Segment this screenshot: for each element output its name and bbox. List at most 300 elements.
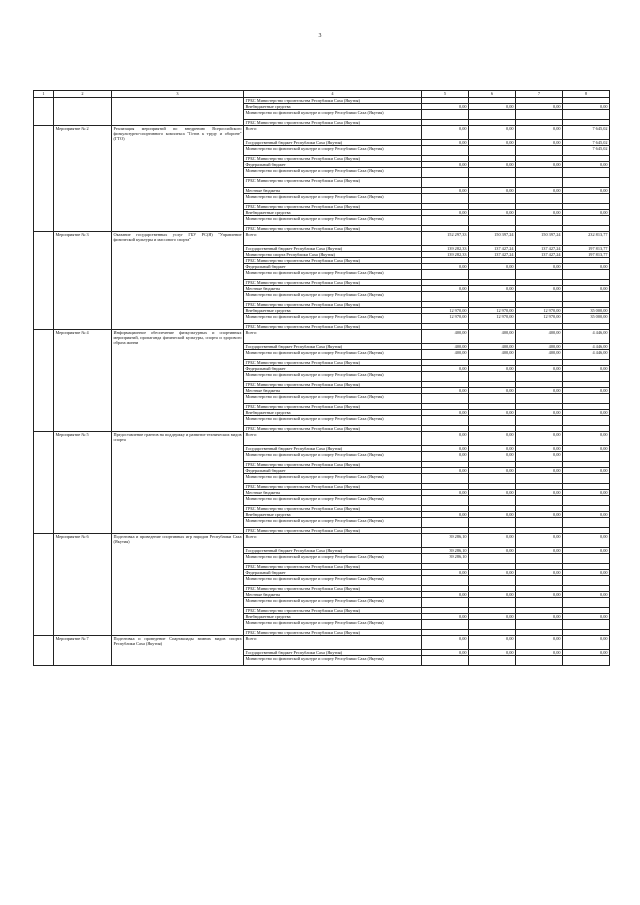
amount-cell: 400,00 — [516, 344, 563, 350]
amount-cell — [469, 496, 516, 506]
row-number-cell — [34, 98, 54, 126]
funding-source-cell: ГРБС Министерство строительства Республики Саха (Якутия) — [244, 280, 422, 286]
funding-source-cell: Министерство по физической культуре и спорту Республики Саха (Якутия) — [244, 656, 422, 666]
amount-cell — [516, 146, 563, 156]
amount-cell: 0,00 — [516, 452, 563, 462]
row-number-cell — [34, 534, 54, 636]
funding-source-cell: Федеральный бюджет — [244, 162, 422, 168]
amount-cell: 0,00 — [422, 410, 469, 416]
page-number: 3 — [318, 33, 322, 39]
column-header: 2 — [54, 91, 112, 98]
amount-cell: 400,00 — [422, 330, 469, 344]
amount-cell — [563, 178, 610, 188]
amount-cell — [422, 110, 469, 120]
funding-source-cell: Внебюджетные средства — [244, 614, 422, 620]
amount-cell — [469, 168, 516, 178]
event-number-cell: Мероприятие № 3 — [54, 232, 112, 330]
column-header: 4 — [244, 91, 422, 98]
event-title-cell — [112, 98, 244, 126]
amount-cell — [422, 474, 469, 484]
amount-cell: 0,00 — [469, 548, 516, 554]
amount-cell — [422, 178, 469, 188]
amount-cell: 0,00 — [516, 446, 563, 452]
amount-cell: 197 813,77 — [563, 252, 610, 258]
amount-cell: 0,00 — [563, 286, 610, 292]
column-header: 5 — [422, 91, 469, 98]
amount-cell — [469, 194, 516, 204]
amount-cell — [516, 292, 563, 302]
amount-cell: 197 813,77 — [563, 246, 610, 252]
amount-cell — [422, 292, 469, 302]
amount-cell: 0,00 — [469, 468, 516, 474]
funding-source-cell: ГРБС Министерство строительства Республики Саха (Якутия) — [244, 528, 422, 534]
funding-source-cell: Государственный бюджет Республики Саха (Якутия) — [244, 140, 422, 146]
amount-cell: 0,00 — [563, 188, 610, 194]
funding-source-cell: Министерство по физической культуре и спорту Республики Саха (Якутия) — [244, 416, 422, 426]
funding-source-cell: Министерство по физической культуре и спорту Республики Саха (Якутия) — [244, 350, 422, 360]
amount-cell: 0,00 — [563, 490, 610, 496]
funding-source-cell: ГРБС Министерство строительства Республики Саха (Якутия) — [244, 462, 422, 468]
amount-cell: 0,00 — [422, 162, 469, 168]
amount-cell — [469, 474, 516, 484]
table-row — [34, 636, 610, 650]
amount-cell: 0,00 — [563, 104, 610, 110]
amount-cell: 0,00 — [422, 210, 469, 216]
amount-cell: 0,00 — [469, 592, 516, 598]
event-title-cell: Предоставление грантов на поддержку и развитие технических видов спорта — [112, 432, 244, 534]
amount-cell — [422, 656, 469, 666]
amount-cell: 7 645,02 — [563, 146, 610, 156]
amount-cell — [563, 110, 610, 120]
amount-cell — [516, 394, 563, 404]
amount-cell: 0,00 — [422, 366, 469, 372]
amount-cell: 0,00 — [469, 432, 516, 446]
amount-cell — [563, 292, 610, 302]
amount-cell: 4 446,00 — [563, 330, 610, 344]
amount-cell: 0,00 — [422, 188, 469, 194]
amount-cell: 0,00 — [563, 388, 610, 394]
amount-cell — [563, 554, 610, 564]
amount-cell: 0,00 — [516, 286, 563, 292]
amount-cell — [563, 194, 610, 204]
column-header: 1 — [34, 91, 54, 98]
column-header: 7 — [516, 91, 563, 98]
funding-source-cell: ГРБС Министерство строительства Республики Саха (Якутия) — [244, 226, 422, 232]
funding-source-cell: ГРБС Министерство строительства Республики Саха (Якутия) — [244, 608, 422, 614]
amount-cell: 39 286,10 — [422, 534, 469, 548]
amount-cell: 12 970,00 — [469, 314, 516, 324]
amount-cell: 0,00 — [563, 432, 610, 446]
amount-cell: 0,00 — [422, 286, 469, 292]
amount-cell — [422, 394, 469, 404]
amount-cell: 0,00 — [469, 614, 516, 620]
funding-source-cell: Государственный бюджет Республики Саха (Якутия) — [244, 446, 422, 452]
funding-source-cell: Местные бюджеты — [244, 388, 422, 394]
amount-cell: 0,00 — [469, 140, 516, 146]
amount-cell: 0,00 — [516, 548, 563, 554]
amount-cell — [516, 416, 563, 426]
amount-cell: 0,00 — [516, 188, 563, 194]
amount-cell — [422, 620, 469, 630]
amount-cell: 0,00 — [563, 446, 610, 452]
amount-cell: 0,00 — [422, 264, 469, 270]
funding-source-cell: ГРБС Министерство строительства Республики Саха (Якутия) — [244, 586, 422, 592]
funding-source-cell: ГРБС Министерство строительства Республики Саха (Якутия) — [244, 324, 422, 330]
amount-cell: 0,00 — [516, 162, 563, 168]
event-title-cell: Подготовка и проведение спортивных игр народов Республики Саха (Якутия) — [112, 534, 244, 636]
amount-cell: 400,00 — [422, 344, 469, 350]
funding-source-cell: Государственный бюджет Республики Саха (Якутия) — [244, 548, 422, 554]
amount-cell: 400,00 — [469, 330, 516, 344]
funding-source-cell: Местные бюджеты — [244, 188, 422, 194]
funding-source-cell: Внебюджетные средства — [244, 512, 422, 518]
amount-cell: 12 970,00 — [469, 308, 516, 314]
funding-source-cell: ГРБС Министерство строительства Республики Саха (Якутия) — [244, 564, 422, 570]
amount-cell: 0,00 — [563, 614, 610, 620]
amount-cell: 0,00 — [422, 452, 469, 462]
amount-cell — [516, 372, 563, 382]
row-number-cell — [34, 126, 54, 232]
event-title-cell: Подготовка и проведение Спартакиады зимних видов спорта Республики Саха (Якутия) — [112, 636, 244, 666]
amount-cell: 150 397,24 — [469, 232, 516, 246]
amount-cell: 0,00 — [469, 210, 516, 216]
amount-cell: 137 427,24 — [469, 252, 516, 258]
amount-cell: 0,00 — [563, 410, 610, 416]
amount-cell: 12 970,00 — [422, 314, 469, 324]
amount-cell: 0,00 — [516, 512, 563, 518]
amount-cell: 0,00 — [469, 570, 516, 576]
amount-cell — [516, 110, 563, 120]
amount-cell: 35 000,00 — [563, 308, 610, 314]
amount-cell: 400,00 — [469, 350, 516, 360]
amount-cell: 7 645,02 — [563, 126, 610, 140]
amount-cell: 0,00 — [469, 366, 516, 372]
amount-cell: 0,00 — [516, 140, 563, 146]
amount-cell — [469, 620, 516, 630]
amount-cell — [422, 518, 469, 528]
amount-cell — [516, 576, 563, 586]
amount-cell — [422, 496, 469, 506]
amount-cell — [516, 168, 563, 178]
funding-source-cell: Внебюджетные средства — [244, 410, 422, 416]
amount-cell — [563, 394, 610, 404]
header-row — [34, 91, 610, 98]
table-row — [34, 432, 610, 446]
amount-cell — [469, 216, 516, 226]
amount-cell: 0,00 — [563, 468, 610, 474]
row-number-cell — [34, 232, 54, 330]
amount-cell — [563, 216, 610, 226]
amount-cell — [563, 372, 610, 382]
funding-source-cell: Федеральный бюджет — [244, 570, 422, 576]
funding-source-cell: Всего: — [244, 232, 422, 246]
amount-cell — [516, 178, 563, 188]
amount-cell: 0,00 — [469, 452, 516, 462]
amount-cell: 0,00 — [422, 140, 469, 146]
funding-source-cell: Министерство по физической культуре и спорту Республики Саха (Якутия) — [244, 270, 422, 280]
amount-cell: 0,00 — [469, 512, 516, 518]
amount-cell — [563, 620, 610, 630]
amount-cell: 0,00 — [563, 548, 610, 554]
amount-cell: 0,00 — [563, 264, 610, 270]
amount-cell: 0,00 — [422, 614, 469, 620]
amount-cell: 0,00 — [469, 188, 516, 194]
funding-source-cell: Министерство по физической культуре и спорту Республики Саха (Якутия) — [244, 518, 422, 528]
amount-cell: 0,00 — [516, 468, 563, 474]
funding-source-cell: Министерство по физической культуре и спорту Республики Саха (Якутия) — [244, 496, 422, 506]
amount-cell — [469, 372, 516, 382]
funding-source-cell: ГРБС Министерство строительства Республики Саха (Якутия) — [244, 98, 422, 104]
amount-cell: 12 970,00 — [516, 308, 563, 314]
funding-source-cell: Министерство по физической культуре и спорту Республики Саха (Якутия) — [244, 110, 422, 120]
amount-cell — [469, 416, 516, 426]
funding-source-cell: Всего: — [244, 534, 422, 548]
amount-cell: 400,00 — [516, 350, 563, 360]
amount-cell: 0,00 — [563, 210, 610, 216]
amount-cell: 0,00 — [516, 410, 563, 416]
funding-source-cell: Местные бюджеты — [244, 490, 422, 496]
amount-cell: 0,00 — [563, 570, 610, 576]
funding-source-cell: ГРБС Министерство строительства Республики Саха (Якутия) — [244, 404, 422, 410]
amount-cell — [469, 110, 516, 120]
amount-cell: 0,00 — [516, 264, 563, 270]
funding-source-cell: Федеральный бюджет — [244, 468, 422, 474]
amount-cell: 4 446,00 — [563, 344, 610, 350]
amount-cell — [516, 656, 563, 666]
amount-cell: 0,00 — [469, 388, 516, 394]
amount-cell — [422, 416, 469, 426]
amount-cell — [422, 576, 469, 586]
amount-cell — [516, 620, 563, 630]
funding-source-cell: Министерство по физической культуре и спорту Республики Саха (Якутия) — [244, 598, 422, 608]
amount-cell — [469, 518, 516, 528]
table-row — [34, 330, 610, 344]
amount-cell: 0,00 — [516, 636, 563, 650]
amount-cell: 0,00 — [516, 570, 563, 576]
amount-cell — [516, 270, 563, 280]
amount-cell — [563, 416, 610, 426]
amount-cell: 0,00 — [516, 490, 563, 496]
amount-cell: 137 427,24 — [516, 246, 563, 252]
amount-cell: 35 000,00 — [563, 314, 610, 324]
amount-cell: 0,00 — [516, 366, 563, 372]
amount-cell: 0,00 — [422, 432, 469, 446]
amount-cell: 39 286,10 — [422, 548, 469, 554]
funding-source-cell: Всего: — [244, 432, 422, 446]
event-number-cell: Мероприятие № 6 — [54, 534, 112, 636]
amount-cell: 0,00 — [469, 162, 516, 168]
funding-source-cell: ГРБС Министерство строительства Республики Саха (Якутия) — [244, 426, 422, 432]
funding-source-cell: Федеральный бюджет — [244, 264, 422, 270]
funding-source-cell: Министерство по физической культуре и спорту Республики Саха (Якутия) — [244, 474, 422, 484]
amount-cell — [516, 598, 563, 608]
budget-table — [33, 90, 610, 666]
event-title-cell: Реализация мероприятий по внедрению Всероссийского физкультурно-спортивного комплекса "Готов к труду и обороне" (ГТО) — [112, 126, 244, 232]
amount-cell: 0,00 — [469, 286, 516, 292]
amount-cell: 12 970,00 — [516, 314, 563, 324]
amount-cell: 12 970,00 — [422, 308, 469, 314]
amount-cell: 400,00 — [469, 344, 516, 350]
amount-cell — [516, 496, 563, 506]
amount-cell: 150 397,24 — [516, 232, 563, 246]
amount-cell — [563, 270, 610, 280]
amount-cell: 139 282,33 — [422, 246, 469, 252]
amount-cell — [422, 372, 469, 382]
amount-cell: 0,00 — [422, 636, 469, 650]
table-row — [34, 126, 610, 140]
amount-cell — [469, 656, 516, 666]
amount-cell: 0,00 — [516, 650, 563, 656]
funding-source-cell: ГРБС Министерство строительства Республики Саха (Якутия) — [244, 258, 422, 264]
funding-source-cell: Всего: — [244, 330, 422, 344]
amount-cell: 0,00 — [563, 636, 610, 650]
amount-cell: 0,00 — [422, 490, 469, 496]
amount-cell — [422, 270, 469, 280]
row-number-cell — [34, 330, 54, 432]
amount-cell: 0,00 — [422, 388, 469, 394]
funding-source-cell: Министерство по физической культуре и спорту Республики Саха (Якутия) — [244, 314, 422, 324]
amount-cell — [469, 178, 516, 188]
amount-cell: 0,00 — [516, 432, 563, 446]
amount-cell: 0,00 — [469, 650, 516, 656]
amount-cell — [516, 554, 563, 564]
event-number-cell: Мероприятие № 4 — [54, 330, 112, 432]
amount-cell: 0,00 — [516, 126, 563, 140]
amount-cell — [469, 576, 516, 586]
funding-source-cell: Государственный бюджет Республики Саха (Якутия) — [244, 246, 422, 252]
amount-cell — [516, 518, 563, 528]
funding-source-cell: Министерство по физической культуре и спорту Республики Саха (Якутия) — [244, 216, 422, 226]
amount-cell: 0,00 — [469, 126, 516, 140]
amount-cell — [469, 270, 516, 280]
amount-cell: 0,00 — [563, 650, 610, 656]
funding-source-cell: Министерство по физической культуре и спорту Республики Саха (Якутия) — [244, 372, 422, 382]
amount-cell — [422, 216, 469, 226]
amount-cell: 4 446,00 — [563, 350, 610, 360]
amount-cell: 0,00 — [516, 388, 563, 394]
amount-cell: 0,00 — [563, 534, 610, 548]
funding-source-cell: Министерство по физической культуре и спорту Республики Саха (Якутия) — [244, 194, 422, 204]
funding-source-cell: Федеральный бюджет — [244, 366, 422, 372]
amount-cell: 232 813,77 — [563, 232, 610, 246]
funding-source-cell: Министерство спорта Республики Саха (Якутия) — [244, 252, 422, 258]
amount-cell — [422, 194, 469, 204]
amount-cell: 0,00 — [469, 104, 516, 110]
amount-cell: 0,00 — [516, 104, 563, 110]
amount-cell — [469, 146, 516, 156]
amount-cell — [563, 518, 610, 528]
funding-source-cell: Министерство по физической культуре и спорту Республики Саха (Якутия) — [244, 554, 422, 564]
amount-cell — [469, 292, 516, 302]
funding-source-cell: Министерство по физической культуре и спорту Республики Саха (Якутия) — [244, 168, 422, 178]
event-title-cell: Оказание государственных услуг ГБУ РС(Я) "Управление физической культуры и массового спорта" — [112, 232, 244, 330]
amount-cell: 0,00 — [422, 446, 469, 452]
amount-cell — [516, 216, 563, 226]
funding-source-cell: Местные бюджеты — [244, 286, 422, 292]
amount-cell — [422, 146, 469, 156]
column-header: 8 — [563, 91, 610, 98]
funding-source-cell: ГРБС Министерство строительства Республики Саха (Якутия) — [244, 302, 422, 308]
amount-cell: 137 427,24 — [516, 252, 563, 258]
amount-cell: 0,00 — [422, 570, 469, 576]
amount-cell: 0,00 — [469, 446, 516, 452]
funding-source-cell: Министерство по физической культуре и спорту Республики Саха (Якутия) — [244, 146, 422, 156]
amount-cell — [422, 598, 469, 608]
table-body — [34, 98, 610, 666]
amount-cell — [469, 598, 516, 608]
funding-source-cell: ГРБС Министерство строительства Республики Саха (Якутия) — [244, 204, 422, 210]
funding-source-cell: Министерство по физической культуре и спорту Республики Саха (Якутия) — [244, 576, 422, 586]
event-number-cell: Мероприятие № 7 — [54, 636, 112, 666]
amount-cell: 0,00 — [422, 512, 469, 518]
amount-cell: 0,00 — [469, 410, 516, 416]
amount-cell: 0,00 — [563, 592, 610, 598]
amount-cell: 0,00 — [516, 210, 563, 216]
amount-cell: 0,00 — [469, 534, 516, 548]
amount-cell: 0,00 — [469, 490, 516, 496]
amount-cell: 0,00 — [422, 650, 469, 656]
funding-source-cell: Министерство по физической культуре и спорту Республики Саха (Якутия) — [244, 620, 422, 630]
event-number-cell — [54, 98, 112, 126]
funding-source-cell: ГРБС Министерство строительства Республики Саха (Якутия) — [244, 178, 422, 188]
event-number-cell: Мероприятие № 5 — [54, 432, 112, 534]
amount-cell: 400,00 — [516, 330, 563, 344]
amount-cell: 7 645,02 — [563, 140, 610, 146]
amount-cell — [516, 474, 563, 484]
amount-cell: 0,00 — [563, 162, 610, 168]
funding-source-cell: ГРБС Министерство строительства Республики Саха (Якутия) — [244, 630, 422, 636]
row-number-cell — [34, 636, 54, 666]
table-row — [34, 232, 610, 246]
funding-source-cell: Внебюджетные средства — [244, 308, 422, 314]
column-header: 3 — [112, 91, 244, 98]
funding-source-cell: Всего: — [244, 126, 422, 140]
funding-source-cell: Внебюджетные средства — [244, 104, 422, 110]
event-number-cell: Мероприятие № 2 — [54, 126, 112, 232]
amount-cell — [563, 576, 610, 586]
row-number-cell — [34, 432, 54, 534]
amount-cell: 139 282,33 — [422, 252, 469, 258]
funding-source-cell: Государственный бюджет Республики Саха (Якутия) — [244, 650, 422, 656]
funding-source-cell: ГРБС Министерство строительства Республики Саха (Якутия) — [244, 484, 422, 490]
amount-cell — [563, 168, 610, 178]
funding-source-cell: ГРБС Министерство строительства Республики Саха (Якутия) — [244, 360, 422, 366]
amount-cell: 0,00 — [422, 592, 469, 598]
funding-source-cell: ГРБС Министерство строительства Республики Саха (Якутия) — [244, 382, 422, 388]
amount-cell — [469, 554, 516, 564]
amount-cell — [563, 474, 610, 484]
amount-cell: 0,00 — [563, 512, 610, 518]
amount-cell: 137 427,24 — [469, 246, 516, 252]
amount-cell — [422, 168, 469, 178]
amount-cell: 0,00 — [422, 104, 469, 110]
funding-source-cell: ГРБС Министерство строительства Республики Саха (Якутия) — [244, 120, 422, 126]
amount-cell: 0,00 — [469, 264, 516, 270]
amount-cell: 0,00 — [422, 468, 469, 474]
amount-cell: 152 297,33 — [422, 232, 469, 246]
funding-source-cell: Местные бюджеты — [244, 592, 422, 598]
funding-source-cell: Всего: — [244, 636, 422, 650]
amount-cell: 0,00 — [422, 126, 469, 140]
amount-cell: 0,00 — [563, 366, 610, 372]
funding-source-cell: ГРБС Министерство строительства Республики Саха (Якутия) — [244, 506, 422, 512]
amount-cell: 0,00 — [516, 614, 563, 620]
funding-source-cell: Государственный бюджет Республики Саха (Якутия) — [244, 344, 422, 350]
amount-cell: 39 286,10 — [422, 554, 469, 564]
amount-cell: 0,00 — [516, 592, 563, 598]
amount-cell — [563, 452, 610, 462]
amount-cell — [516, 194, 563, 204]
